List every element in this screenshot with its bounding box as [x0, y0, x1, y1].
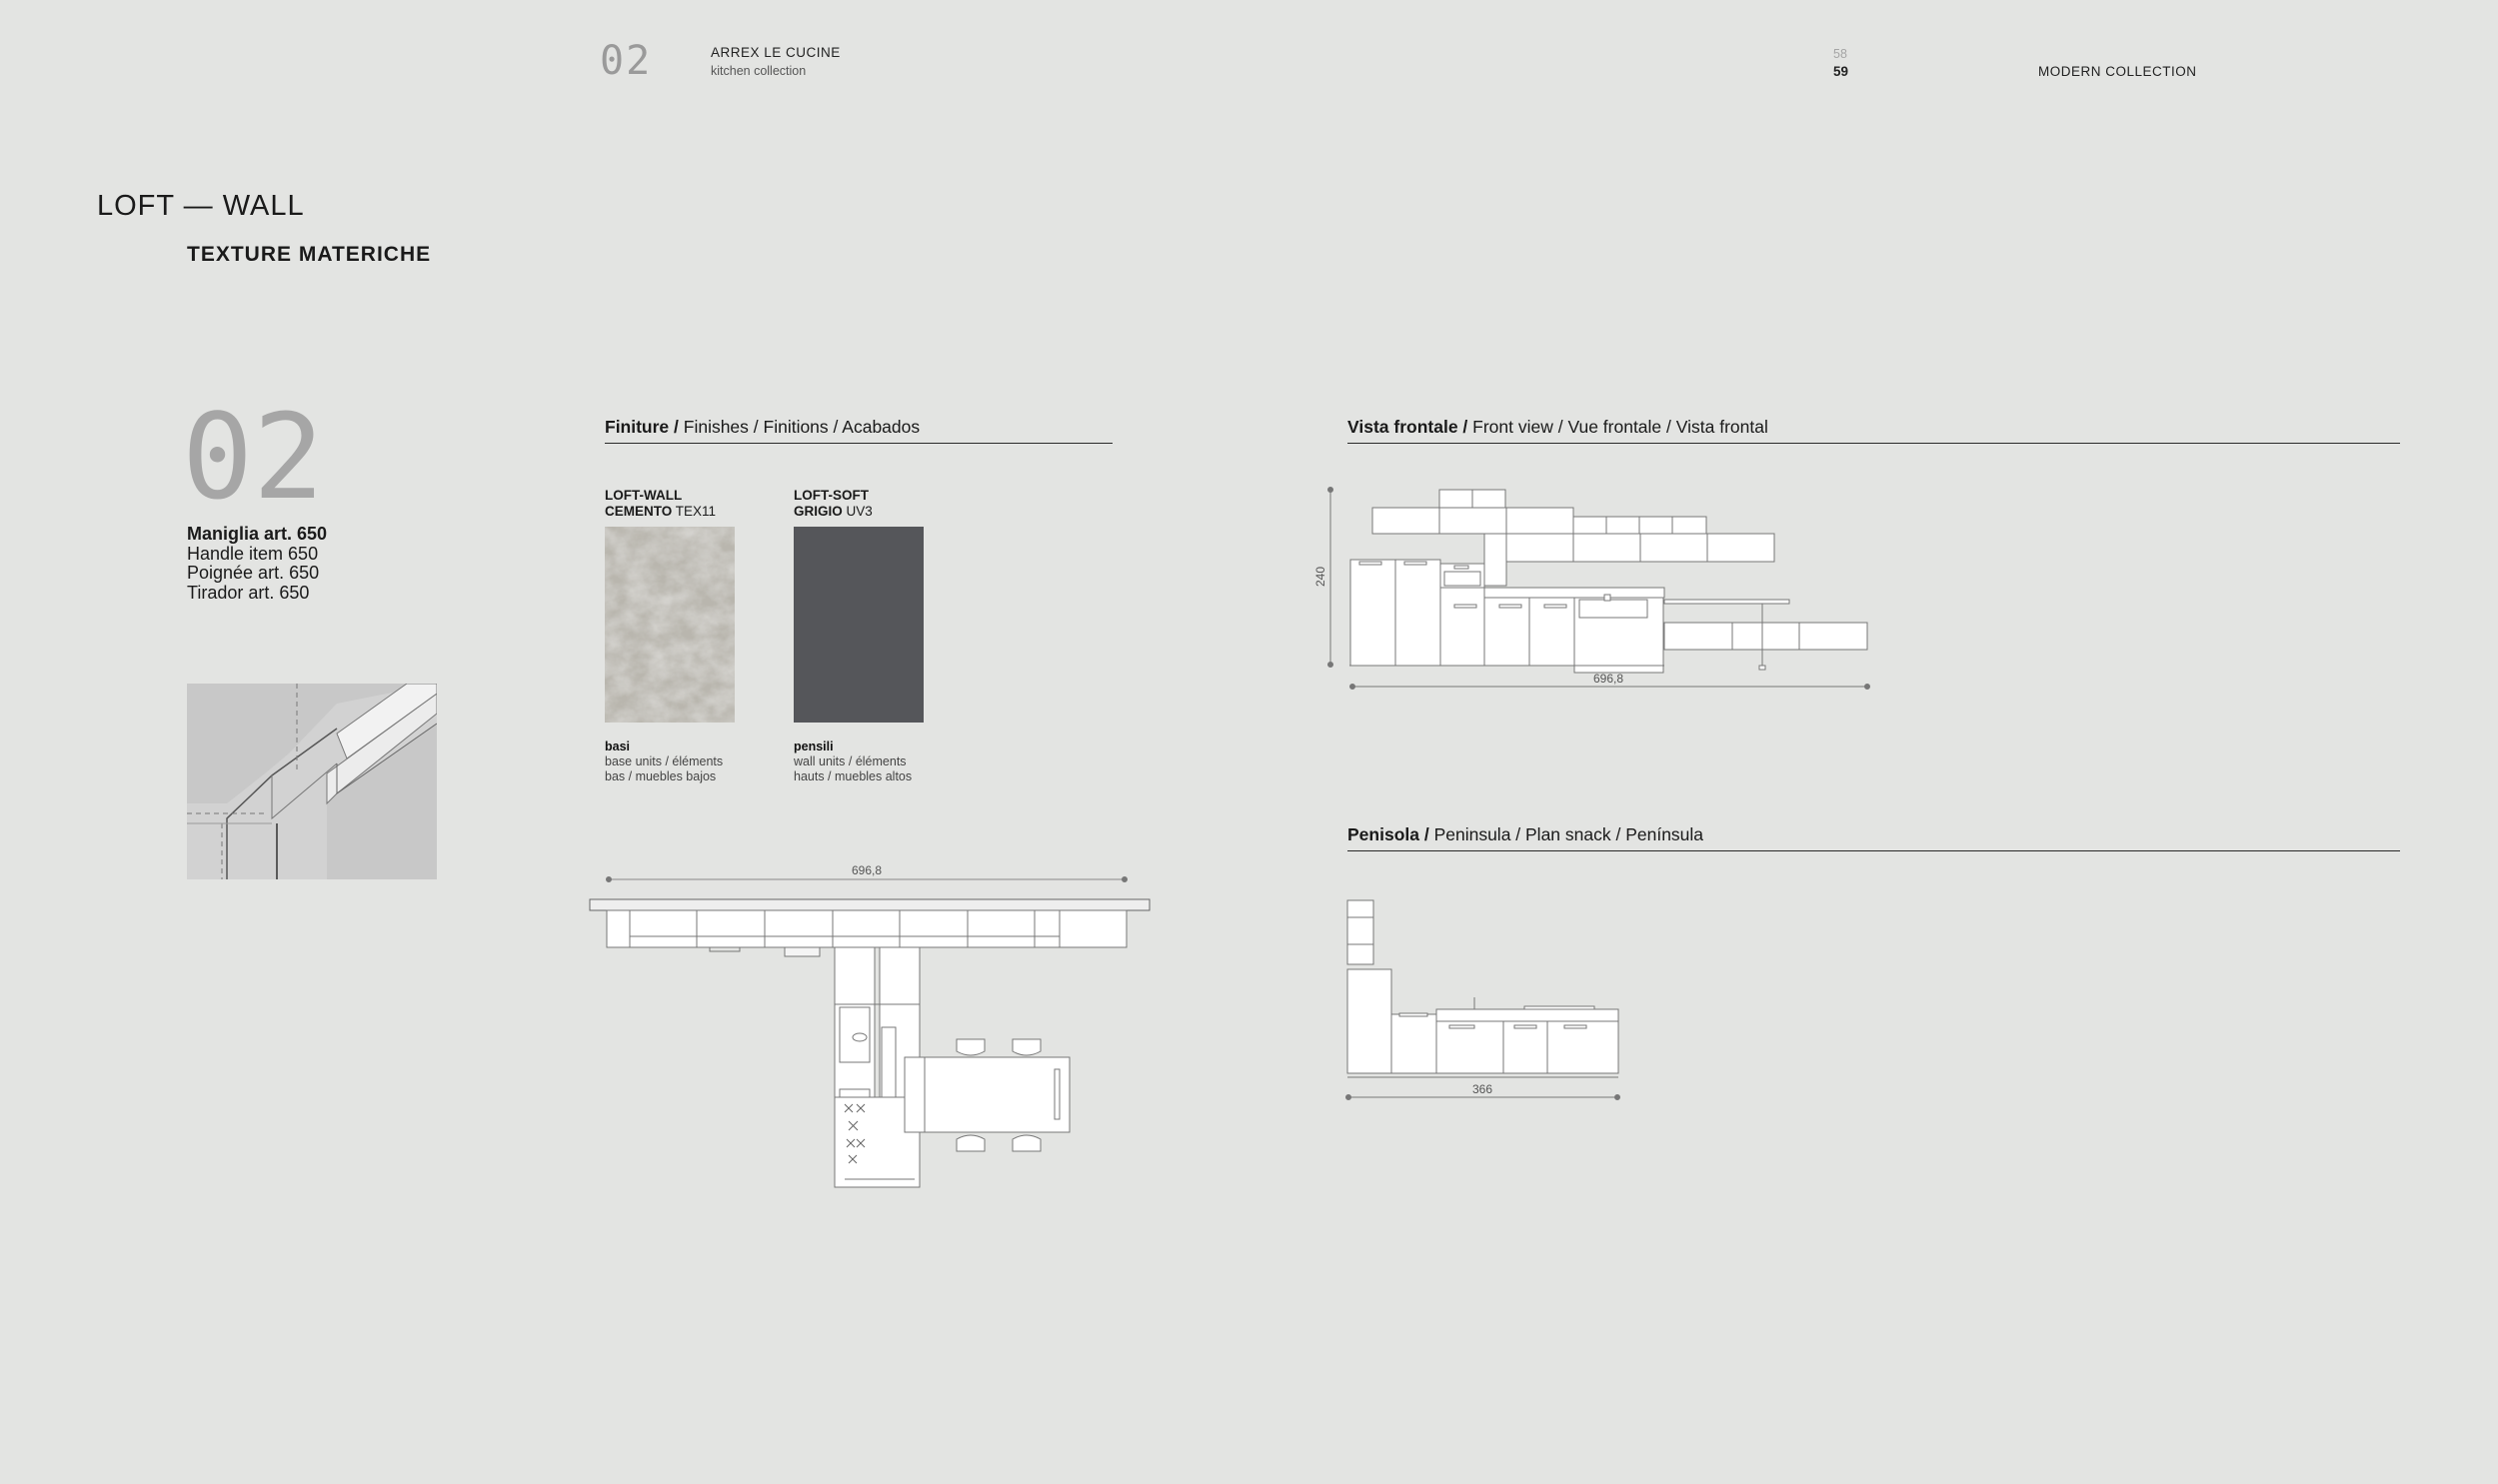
- finishes-heading-rest: Finishes / Finitions / Acabados: [678, 417, 921, 437]
- handle-fr: Poignée art. 650: [187, 563, 320, 583]
- peninsula-drawing: [1339, 894, 1639, 1104]
- chapter-number: 02: [600, 38, 653, 84]
- swatch-2-code: UV3: [842, 504, 873, 519]
- swatch-2-color: GRIGIO: [794, 504, 843, 519]
- brand-name: ARREX LE CUCINE: [711, 45, 841, 60]
- concrete-texture-swatch: [605, 527, 735, 723]
- swatch-1-name: LOFT-WALL: [605, 488, 683, 503]
- front-height-dim: 240: [1313, 566, 1327, 588]
- handle-en: Handle item 650: [187, 543, 319, 564]
- swatch-2-name: LOFT-SOFT: [794, 488, 869, 503]
- swatch-2-usage-title: pensili: [794, 740, 834, 753]
- grey-uv-swatch: [794, 527, 924, 723]
- page-subtitle: TEXTURE MATERICHE: [187, 243, 432, 266]
- page-title: LOFT — WALL: [97, 190, 305, 222]
- front-view-heading-rest: Front view / Vue frontale / Vista frontal: [1467, 417, 1768, 437]
- swatch-1-usage-line2: bas / muebles bajos: [605, 769, 717, 783]
- handle-detail-drawing: [187, 684, 437, 879]
- swatch-2-usage-line1: wall units / éléments: [794, 754, 907, 768]
- swatch-1-usage-line1: base units / éléments: [605, 754, 724, 768]
- swatch-1-usage: [605, 740, 723, 784]
- plan-width-dim: 696,8: [851, 863, 883, 877]
- swatch-1-usage-title: basi: [605, 740, 631, 753]
- handle-es: Tirador art. 650: [187, 582, 310, 603]
- swatch-2-usage: [794, 740, 912, 784]
- peninsula-heading-rest: Peninsula / Plan snack / Península: [1428, 824, 1704, 844]
- swatch-2-label: [794, 488, 873, 520]
- swatch-1-label: [605, 488, 716, 520]
- front-width-dim: 696,8: [1592, 672, 1624, 686]
- handle-detail-svg: [187, 684, 437, 879]
- collection-name: MODERN COLLECTION: [2038, 64, 2197, 79]
- swatch-1-color: CEMENTO: [605, 504, 673, 519]
- front-view-drawing: [1299, 480, 1879, 700]
- front-view-heading: [1347, 417, 2400, 444]
- page-number-left: 58: [1833, 47, 1847, 61]
- page-number-right: 59: [1833, 64, 1849, 79]
- finishes-heading: [605, 417, 1113, 444]
- model-number: 02: [182, 388, 325, 526]
- finishes-heading-bold: Finiture /: [605, 417, 679, 437]
- brand-subtitle: kitchen collection: [711, 64, 807, 78]
- plan-view-drawing: [585, 859, 1155, 1194]
- concrete-texture-svg: [605, 527, 735, 723]
- swatch-2-usage-line2: hauts / muebles altos: [794, 769, 913, 783]
- swatch-1-code: TEX11: [672, 504, 717, 519]
- handle-it: Maniglia art. 650: [187, 524, 328, 544]
- peninsula-width-dim: 366: [1471, 1082, 1493, 1096]
- peninsula-heading: [1347, 824, 2400, 851]
- handle-description: [187, 525, 327, 603]
- peninsula-heading-bold: Penisola /: [1347, 824, 1429, 844]
- front-view-heading-bold: Vista frontale /: [1347, 417, 1468, 437]
